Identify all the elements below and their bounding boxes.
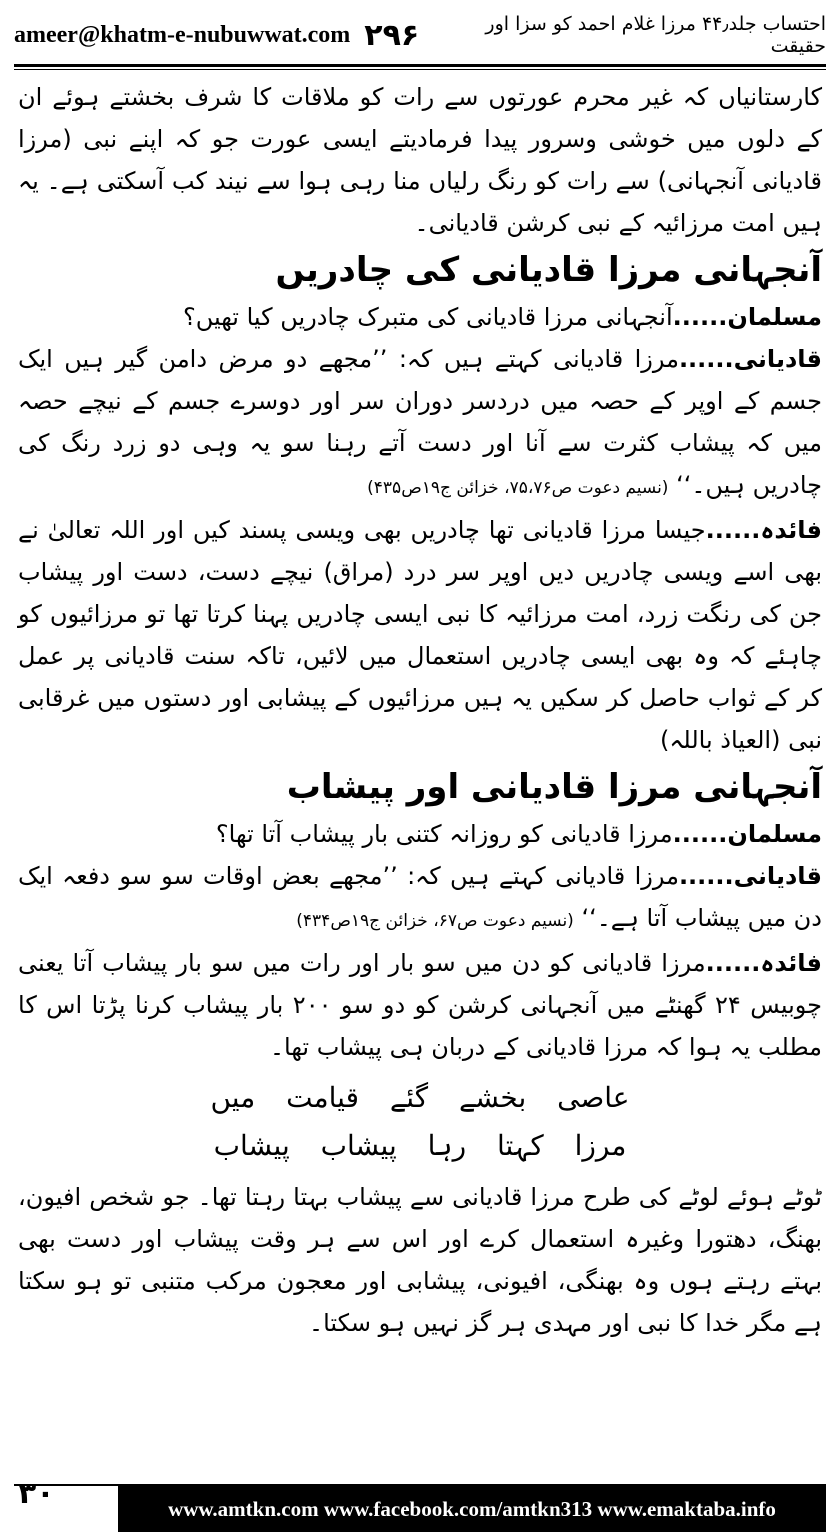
poem-line-1: عاصی بخشے گئے قیامت میں bbox=[210, 1081, 630, 1114]
answer-text: مرزا قادیانی کہتے ہیں کہ: ’’مجھے دو مرض دامن گیر ہیں ایک جسم کے اوپر کے حصہ میں دردسر دوران سر اور دوسرے جسم کے نیچے حصہ میں کہ پیشاب کثرت سے آنا اور دست آتے رہنا سو یہ وہی دو زرد رنگ کی چادریں ہیں۔‘‘ bbox=[18, 345, 822, 499]
speaker-label: قادیانی...... bbox=[678, 862, 822, 890]
citation-1: (نسیم دعوت ص۷۵،۷۶، خزائن ج۱۹ص۴۳۵) bbox=[367, 478, 669, 498]
answer-1 bbox=[18, 338, 822, 509]
note-2 bbox=[18, 942, 822, 1068]
header-email[interactable]: ameer@khatm-e-nubuwwat.com bbox=[14, 21, 351, 48]
footer-page-number: ۳۰ bbox=[18, 1476, 55, 1511]
note-text: جیسا مرزا قادیانی تھا چادریں بھی ویسی پسند کیں اور اللہ تعالیٰ نے بھی اسے ویسی چادریں دیں اوپر سر درد (مراق) نیچے دست، دست اور پیشاب جن کی رنگت زرد، امت مرزائیہ کا نبی ایسی چادریں پہنا کرتا تھا تو مرزائیوں کو چاہئے کہ وہ بھی ایسی چادریں استعمال میں لائیں، تاکہ سنت قادیانی پر عمل کر کے ثواب حاصل کر سکیں یہ ہیں مرزائیوں کے پیشابی اور دستوں میں غرقابی نبی (العیاذ باللہ) bbox=[18, 516, 822, 754]
poem-line-2: مرزا کہتا رہا پیشاب پیشاب bbox=[213, 1129, 627, 1162]
speaker-label: مسلمان...... bbox=[672, 303, 822, 331]
citation-2: (نسیم دعوت ص۶۷، خزائن ج۱۹ص۴۳۴) bbox=[296, 911, 574, 931]
question-1 bbox=[18, 296, 822, 338]
note-1 bbox=[18, 509, 822, 761]
section-heading-2: آنجہانی مرزا قادیانی اور پیشاب bbox=[286, 767, 822, 807]
question-2 bbox=[18, 813, 822, 855]
note-text: مرزا قادیانی کو دن میں سو بار اور رات میں سو بار پیشاب آتا یعنی چوبیس ۲۴ گھنٹے میں آنجہانی کرشن کو دو سو ۲۰۰ بار پیشاب کرنا پڑتا اس کا مطلب یہ ہوا کہ مرزا قادیانی کے دربان ہی پیشاب تھا۔ bbox=[18, 949, 822, 1061]
header-rule bbox=[14, 64, 826, 67]
answer-text: مرزا قادیانی کہتے ہیں کہ: ’’مجھے بعض اوقات سو سو دفعہ ایک دن میں پیشاب آتا ہے۔‘‘ bbox=[18, 862, 822, 932]
note-label: فائدہ...... bbox=[705, 516, 822, 544]
page-header bbox=[14, 10, 826, 60]
header-title: احتساب جلد۴۴٫ مرزا غلام احمد کو سزا اور حقیقت bbox=[485, 13, 826, 57]
speaker-label: قادیانی...... bbox=[678, 345, 822, 373]
body-text bbox=[18, 76, 822, 1456]
page-footer bbox=[14, 1476, 826, 1534]
answer-2 bbox=[18, 855, 822, 942]
intro-paragraph: کارستانیاں کہ غیر محرم عورتوں سے رات کو ملاقات کا شرف بخشتے ہوئے ان کے دلوں میں خوشی وسرور پیدا فرمادیتے ایسی عورت جو کہ اپنے نبی (مرزا قادیانی آنجہانی) سے رات کو رنگ رلیاں منا رہی ہوا سے نیند کب آسکتی ہے۔ یہ ہیں امت مرزائیہ کے نبی کرشن قادیانی۔ bbox=[18, 83, 822, 237]
header-page-number: ۲۹۶ bbox=[364, 17, 420, 53]
speaker-label: مسلمان...... bbox=[672, 820, 822, 848]
footer-links-bar[interactable]: www.amtkn.com www.facebook.com/amtkn313 www.emaktaba.info bbox=[118, 1486, 826, 1532]
poem-couplet bbox=[18, 1074, 822, 1170]
question-text: مرزا قادیانی کو روزانہ کتنی بار پیشاب آتا تھا؟ bbox=[215, 820, 673, 848]
question-text: آنجہانی مرزا قادیانی کی متبرک چادریں کیا تھیں؟ bbox=[182, 303, 673, 331]
closing-paragraph: ٹوٹے ہوئے لوٹے کی طرح مرزا قادیانی سے پیشاب بہتا رہتا تھا۔ جو شخص افیون، بھنگ، دھتورا وغیرہ استعمال کرے اور اس سے ہر وقت پیشاب اور دست بھی بہتے رہتے ہوں وہ بھنگی، افیونی، پیشابی اور معجون مرکب متنبی تو ہو سکتا ہے مگر خدا کا نبی اور مہدی ہر گز نہیں ہو سکتا۔ bbox=[18, 1183, 822, 1337]
note-label: فائدہ...... bbox=[705, 949, 822, 977]
section-heading-1: آنجہانی مرزا قادیانی کی چادریں bbox=[275, 250, 822, 290]
header-rule-thin bbox=[14, 69, 826, 70]
